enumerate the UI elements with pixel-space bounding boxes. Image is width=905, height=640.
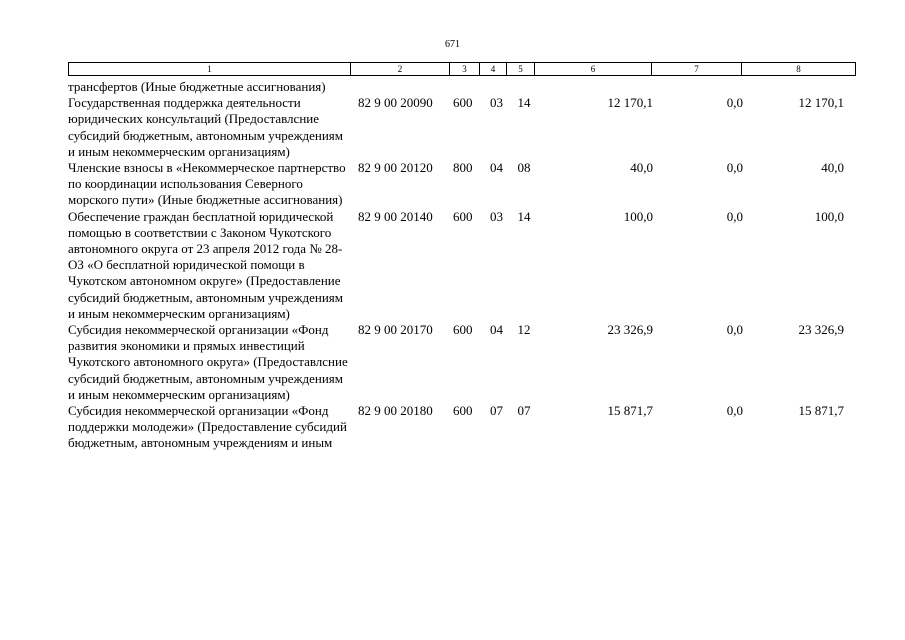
row-amount-col8: 40,0 (821, 160, 844, 176)
budget-table-body (68, 79, 855, 452)
row-amount-col7: 0,0 (726, 322, 743, 338)
table-row (68, 322, 855, 403)
row-amount-col6: 23 326,9 (607, 322, 653, 338)
row-amount-col6 (538, 79, 655, 95)
row-target-code: 82 9 00 20140 (358, 208, 433, 224)
row-expense-type: 600 (453, 403, 473, 419)
row-target-code: 82 9 00 20120 (358, 160, 433, 176)
row-subsection: 14 (517, 95, 531, 111)
row-description: Членские взносы в «Некоммерческое партнерство по координации использования Северного морского пути» (Иные бюджетные ассигнования) (68, 160, 346, 208)
table-row (68, 79, 855, 95)
row-description: трансфертов (Иные бюджетные ассигнования) (68, 79, 326, 94)
row-amount-col8: 12 170,1 (798, 95, 844, 111)
row-amount-col7 (655, 79, 745, 95)
row-target-code: 82 9 00 20170 (358, 322, 433, 338)
row-expense-type: 600 (453, 208, 473, 224)
page-number: 671 (445, 39, 460, 50)
row-amount-col8: 15 871,7 (798, 403, 844, 419)
row-amount-col6: 12 170,1 (607, 95, 653, 111)
row-subsection (510, 79, 538, 95)
row-section: 04 (490, 160, 503, 176)
row-expense-type (453, 79, 483, 95)
row-section (483, 79, 510, 95)
header-col-2: 2 (351, 63, 450, 76)
row-section: 03 (490, 95, 503, 111)
header-col-6: 6 (535, 63, 652, 76)
table-row (68, 160, 855, 209)
row-subsection: 08 (517, 160, 531, 176)
row-target-code: 82 9 00 20090 (358, 95, 433, 111)
table-row (68, 209, 855, 322)
row-description: Субсидия некоммерческой организации «Фонд поддержки молодежи» (Предоставление субсидий бюджетным, автономным учреждениям и иным (68, 403, 347, 451)
row-expense-type: 600 (453, 95, 473, 111)
row-description: Субсидия некоммерческой организации «Фонд развития экономики и прямых инвестиций Чукотского автономного округа» (Предоставлсние субсидий бюджетным, автономным учреждениям и иным некоммерческим организациям) (68, 322, 348, 402)
row-section: 03 (490, 208, 503, 224)
row-amount-col7: 0,0 (726, 208, 743, 224)
header-col-5: 5 (507, 63, 535, 76)
row-section: 04 (490, 322, 503, 338)
row-subsection: 07 (517, 403, 531, 419)
row-amount-col6: 100,0 (623, 208, 653, 224)
column-number-header (68, 62, 856, 76)
row-expense-type: 600 (453, 322, 473, 338)
row-target-code: 82 9 00 20180 (358, 403, 433, 419)
row-target-code (354, 79, 453, 95)
table-row (68, 403, 855, 452)
row-amount-col8: 23 326,9 (798, 322, 844, 338)
row-amount-col8: 100,0 (814, 208, 844, 224)
row-section: 07 (490, 403, 503, 419)
row-subsection: 14 (517, 208, 531, 224)
row-amount-col6: 15 871,7 (607, 403, 653, 419)
header-col-8: 8 (742, 63, 856, 76)
row-amount-col7: 0,0 (726, 403, 743, 419)
row-description: Государственная поддержка деятельности юридических консультаций (Предоставлсние субсидий бюджетным, автономным учреждениям и иным некоммерческим организациям) (68, 95, 343, 159)
header-col-3: 3 (450, 63, 480, 76)
row-subsection: 12 (517, 322, 531, 338)
header-col-1: 1 (69, 63, 351, 76)
row-amount-col8 (745, 79, 846, 95)
row-description: Обеспечение граждан бесплатной юридической помощью в соответствии с Законом Чукотского автономного округа от 23 апреля 2012 года № 28-ОЗ «О бесплатной юридической помощи в Чукотском автономном округе» (Предоставление субсидий бюджетным, автономным учреждениям и иным некоммерческим организациям) (68, 208, 343, 321)
header-col-4: 4 (480, 63, 507, 76)
row-amount-col6: 40,0 (630, 160, 653, 176)
row-amount-col7: 0,0 (726, 160, 743, 176)
table-row (68, 95, 855, 160)
header-col-7: 7 (652, 63, 742, 76)
row-expense-type: 800 (453, 160, 473, 176)
row-amount-col7: 0,0 (726, 95, 743, 111)
